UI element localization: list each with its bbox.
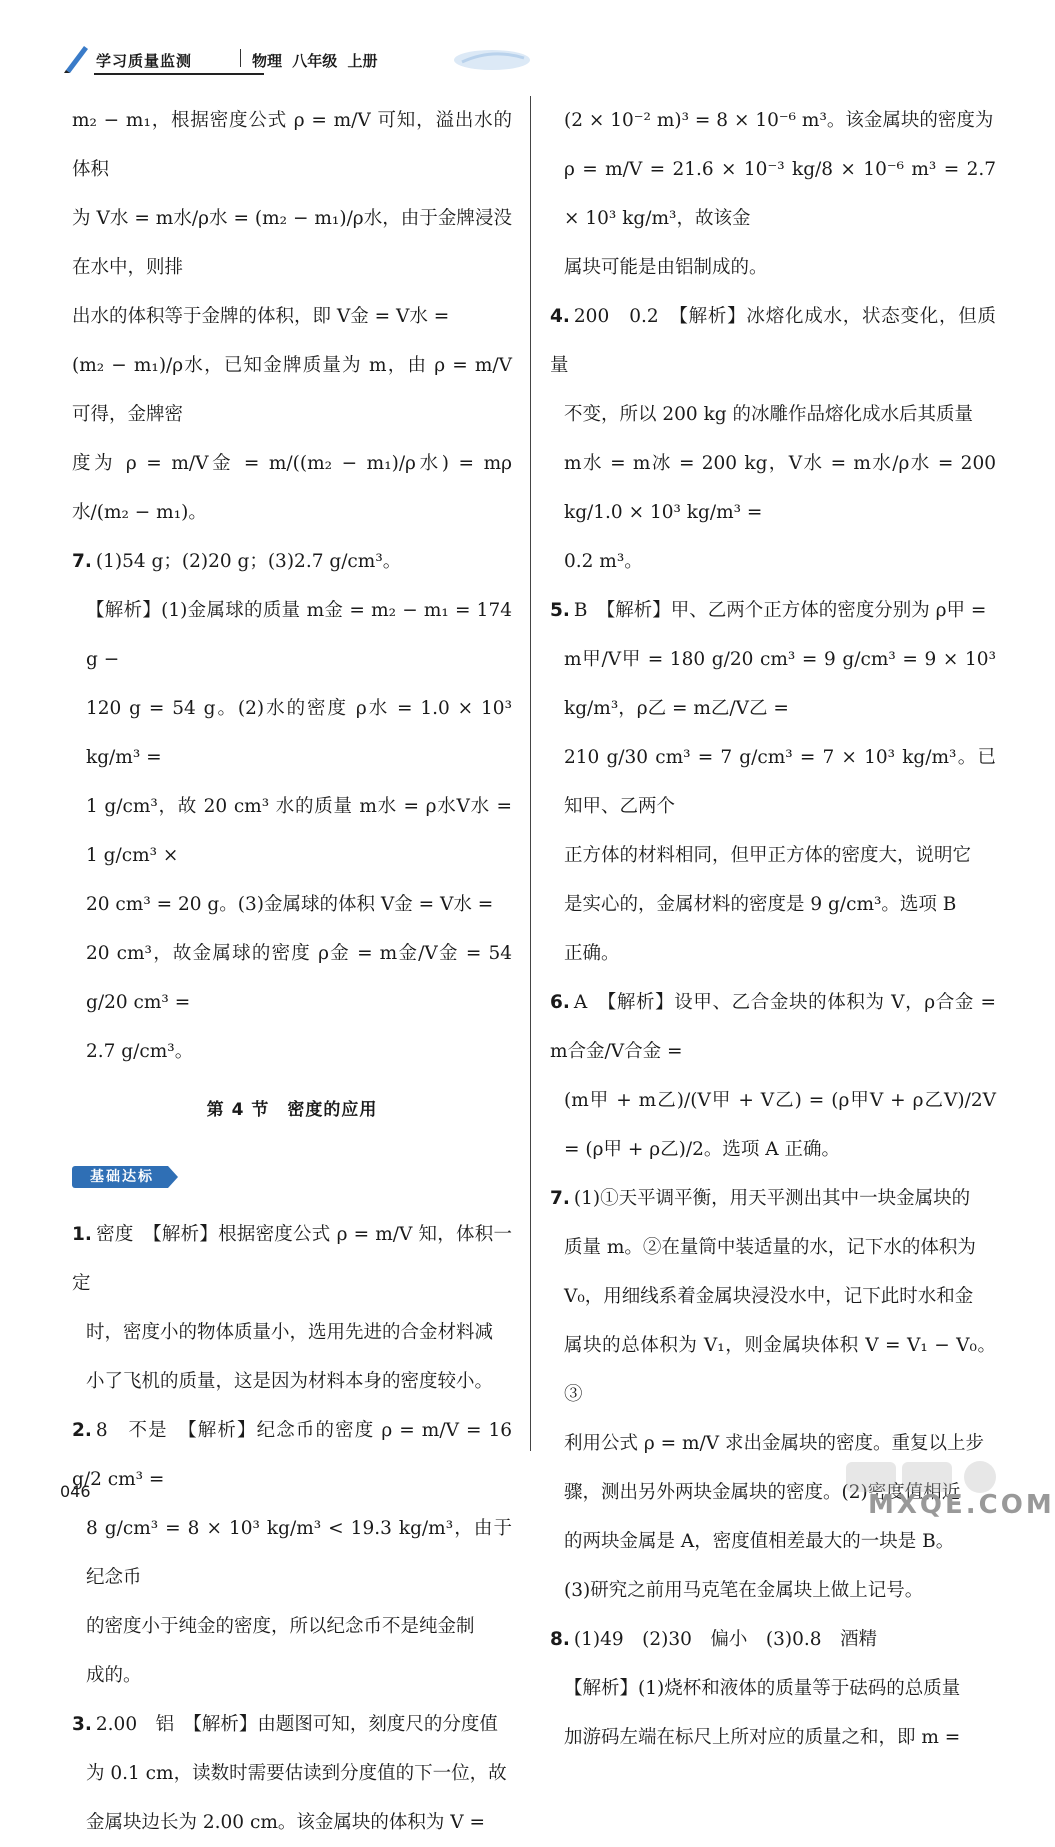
text-line: V₀，用细线系着金属块浸没水中，记下此时水和金 — [564, 1286, 974, 1307]
text-line: 不变，所以 200 kg 的冰雕作品熔化成水后其质量 — [564, 404, 974, 425]
answer-1 — [72, 1210, 512, 1308]
text-line: 小了飞机的质量，这是因为材料本身的密度较小。 — [86, 1371, 494, 1392]
section-title: 第 4 节 密度的应用 — [206, 1100, 378, 1120]
page-number: 046 — [60, 1482, 91, 1501]
text-line: 的密度小于纯金的密度，所以纪念币不是纯金制 — [86, 1616, 475, 1637]
text-line: m甲/V甲 = 180 g/20 cm³ = 9 g/cm³ = 9 × 10³ kg/m³，ρ乙 = m乙/V乙 = — [564, 649, 996, 719]
header-separator — [240, 49, 241, 67]
text-line: 8 g/cm³ = 8 × 10³ kg/m³ < 19.3 kg/m³，由于纪念币 — [86, 1518, 512, 1588]
answer-7 — [550, 1174, 996, 1223]
text-line: 骤，测出另外两块金属块的密度。(2)密度值相近 — [564, 1482, 961, 1503]
answer-8 — [550, 1615, 996, 1664]
text-line: 为 V水 = m水/ρ水 = (m₂ − m₁)/ρ水，由于金牌浸没在水中，则排 — [72, 208, 512, 278]
text-line: 20 cm³，故金属球的密度 ρ金 = m金/V金 = 54 g/20 cm³ = — [86, 943, 512, 1013]
question-number: 3. — [72, 1714, 92, 1735]
column-divider — [530, 96, 531, 1451]
text-line: 1 g/cm³，故 20 cm³ 水的质量 m水 = ρ水V水 = 1 g/cm³ × — [86, 796, 512, 866]
answer-text: 密度 【解析】根据密度公式 ρ = m/V 知，体积一定 — [72, 1224, 512, 1294]
answer-6 — [550, 978, 996, 1076]
question-number: 2. — [72, 1420, 92, 1441]
text-line: 2.7 g/cm³。 — [86, 1041, 194, 1062]
text-line: 正确。 — [564, 943, 620, 964]
brand-title: 学习质量监测 — [96, 52, 193, 70]
text-line: 金属块边长为 2.00 cm。该金属块的体积为 V = — [86, 1812, 485, 1833]
text-line: (m₂ − m₁)/ρ水，已知金牌质量为 m，由 ρ = m/V 可得，金牌密 — [72, 355, 512, 425]
question-number: 1. — [72, 1224, 92, 1245]
text-line: 的两块金属是 A，密度值相差最大的一块是 B。 — [564, 1531, 955, 1552]
text-line: 出水的体积等于金牌的体积，即 V金 = V水 = — [72, 306, 450, 327]
text-line: 质量 m。②在量筒中装适量的水，记下水的体积为 — [564, 1237, 976, 1258]
answer-text: (1)①天平调平衡，用天平测出其中一块金属块的 — [573, 1188, 971, 1209]
text-line: 属块可能是由铝制成的。 — [564, 257, 768, 278]
answer-text: B 【解析】甲、乙两个正方体的密度分别为 ρ甲 = — [573, 600, 987, 621]
answer-2 — [72, 1406, 512, 1504]
text-line: 成的。 — [86, 1665, 142, 1686]
question-number: 6. — [550, 992, 570, 1013]
text-line: 120 g = 54 g。(2)水的密度 ρ水 = 1.0 × 10³ kg/m³ = — [86, 698, 512, 768]
question-number: 7. — [72, 551, 92, 572]
answer-5 — [550, 586, 996, 635]
answer-7 — [72, 537, 512, 586]
question-number: 8. — [550, 1629, 570, 1650]
text-line: 加游码左端在标尺上所对应的质量之和，即 m = — [564, 1727, 961, 1748]
text-line: ρ = m/V = 21.6 × 10⁻³ kg/8 × 10⁻⁶ m³ = 2.7 × 10³ kg/m³，故该金 — [564, 159, 996, 229]
text-line: 度为 ρ = m/V金 = m/((m₂ − m₁)/ρ水) = mρ水/(m₂ − m₁)。 — [72, 453, 512, 523]
header-rule — [94, 73, 264, 75]
question-number: 7. — [550, 1188, 570, 1209]
text-line: 属块的总体积为 V₁，则金属块体积 V = V₁ − V₀。③ — [564, 1335, 996, 1405]
level-tag: 基础达标 — [72, 1166, 168, 1188]
answer-4 — [550, 292, 996, 390]
text-line: 正方体的材料相同，但甲正方体的密度大，说明它 — [564, 845, 972, 866]
answer-text: 8 不是 【解析】纪念币的密度 ρ = m/V = 16 g/2 cm³ = — [72, 1420, 512, 1490]
pen-icon — [62, 42, 92, 74]
text-line: 是实心的，金属材料的密度是 9 g/cm³。选项 B — [564, 894, 957, 915]
answer-text: (1)49 (2)30 偏小 (3)0.8 酒精 — [573, 1629, 878, 1650]
text-line: m水 = m冰 = 200 kg，V水 = m水/ρ水 = 200 kg/1.0 × 10³ kg/m³ = — [564, 453, 996, 523]
text-line: 为 0.1 cm，读数时需要估读到分度值的下一位，故 — [86, 1763, 507, 1784]
text-line: 210 g/30 cm³ = 7 g/cm³ = 7 × 10³ kg/m³。已知甲、乙两个 — [564, 747, 996, 817]
question-number: 4. — [550, 306, 570, 327]
answer-3 — [72, 1700, 512, 1749]
text-line: 【解析】(1)金属球的质量 m金 = m₂ − m₁ = 174 g − — [86, 600, 512, 670]
page-header — [62, 40, 502, 80]
text-line: 0.2 m³。 — [564, 551, 643, 572]
text-line: m₂ − m₁，根据密度公式 ρ = m/V 可知，溢出水的体积 — [72, 110, 512, 180]
question-number: 5. — [550, 600, 570, 621]
answer-text: (1)54 g；(2)20 g；(3)2.7 g/cm³。 — [95, 551, 402, 572]
left-column — [72, 96, 512, 1847]
text-line: (2 × 10⁻² m)³ = 8 × 10⁻⁶ m³。该金属块的密度为 — [564, 110, 994, 131]
text-line: 时，密度小的物体质量小，选用先进的合金材料减 — [86, 1322, 494, 1343]
text-line: 20 cm³ = 20 g。(3)金属球的体积 V金 = V水 = — [86, 894, 494, 915]
book-meta: 物理 八年级 上册 — [252, 52, 378, 70]
watermark-text: MXQE.COM — [868, 1490, 1055, 1520]
text-line: (3)研究之前用马克笔在金属块上做上记号。 — [564, 1580, 924, 1601]
text-line: 利用公式 ρ = m/V 求出金属块的密度。重复以上步 — [564, 1433, 985, 1454]
answer-text: 2.00 铝 【解析】由题图可知，刻度尺的分度值 — [95, 1714, 498, 1735]
text-line: (m甲 + m乙)/(V甲 + V乙) = (ρ甲V + ρ乙V)/2V = (ρ甲 + ρ乙)/2。选项 A 正确。 — [564, 1090, 996, 1160]
answer-text: A 【解析】设甲、乙合金块的体积为 V，ρ合金 = m合金/V合金 = — [550, 992, 996, 1062]
header-decoration-icon — [452, 46, 532, 72]
answer-text: 200 0.2 【解析】冰熔化成水，状态变化，但质量 — [550, 306, 996, 376]
text-line: 【解析】(1)烧杯和液体的质量等于砝码的总质量 — [564, 1678, 961, 1699]
